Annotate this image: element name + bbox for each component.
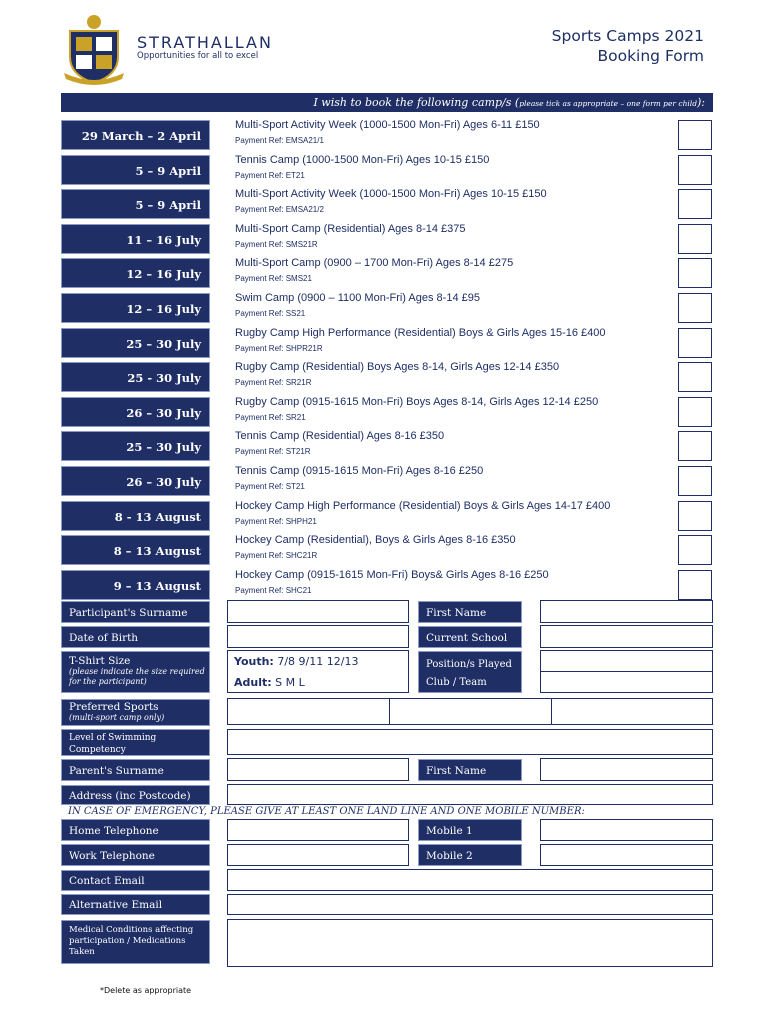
camp-tick-box[interactable] bbox=[678, 362, 712, 392]
camp-payment-ref: Payment Ref: SHPH21 bbox=[235, 517, 317, 526]
camp-date: 25 – 30 July bbox=[61, 328, 210, 358]
alt-email-field[interactable] bbox=[227, 894, 713, 915]
first-name-label: First Name bbox=[418, 601, 522, 623]
camp-description: Hockey Camp (0915-1615 Mon-Fri) Boys& Girls Ages 8-16 £250 bbox=[235, 569, 549, 581]
mobile2-field[interactable] bbox=[540, 844, 713, 866]
camp-date: 26 – 30 July bbox=[61, 466, 210, 496]
camp-description: Rugby Camp (Residential) Boys Ages 8-14, Girls Ages 12-14 £350 bbox=[235, 361, 560, 373]
first-name-field[interactable] bbox=[540, 600, 713, 623]
camp-description: Swim Camp (0900 – 1100 Mon-Fri) Ages 8-14 £95 bbox=[235, 292, 480, 304]
camp-description: Rugby Camp (0915-1615 Mon-Fri) Boys Ages 8-14, Girls Ages 12-14 £250 bbox=[235, 396, 599, 408]
emergency-note: IN CASE OF EMERGENCY, PLEASE GIVE AT LEAST ONE LAND LINE AND ONE MOBILE NUMBER: bbox=[68, 806, 585, 817]
club-label: Club / Team bbox=[426, 677, 487, 688]
adult-sizes[interactable] bbox=[234, 676, 305, 689]
camp-payment-ref: Payment Ref: SS21 bbox=[235, 309, 306, 318]
camp-description: Multi-Sport Camp (Residential) Ages 8-14 £375 bbox=[235, 223, 466, 235]
surname-label: Participant's Surname bbox=[61, 601, 210, 623]
camp-tick-box[interactable] bbox=[678, 293, 712, 323]
camp-date: 11 – 16 July bbox=[61, 224, 210, 254]
adult-size-options: S M L bbox=[275, 676, 305, 689]
position-club-label bbox=[418, 651, 522, 693]
camp-description: Tennis Camp (Residential) Ages 8-16 £350 bbox=[235, 430, 445, 442]
camp-tick-box[interactable] bbox=[678, 155, 712, 185]
alt-email-label: Alternative Email bbox=[61, 894, 210, 915]
camp-tick-box[interactable] bbox=[678, 120, 712, 150]
camp-description: Tennis Camp (0915-1615 Mon-Fri) Ages 8-16 £250 bbox=[235, 465, 484, 477]
camp-payment-ref: Payment Ref: ET21 bbox=[235, 171, 305, 180]
youth-size-options: 7/8 9/11 12/13 bbox=[277, 655, 359, 668]
camp-payment-ref: Payment Ref: SHPR21R bbox=[235, 344, 323, 353]
camp-payment-ref: Payment Ref: ST21R bbox=[235, 447, 311, 456]
club-field[interactable] bbox=[540, 671, 713, 693]
preferred-sport-2[interactable] bbox=[389, 698, 552, 725]
swimming-label: Level of Swimming Competency bbox=[61, 729, 210, 756]
current-school-label: Current School bbox=[418, 626, 522, 648]
camp-date: 25 - 30 July bbox=[61, 362, 210, 392]
surname-field[interactable] bbox=[227, 600, 409, 623]
home-telephone-field[interactable] bbox=[227, 819, 409, 841]
banner-end: ): bbox=[697, 96, 705, 109]
camp-description: Hockey Camp High Performance (Residential) Boys & Girls Ages 14-17 £400 bbox=[235, 500, 611, 512]
banner-note: please tick as appropriate – one form per child bbox=[519, 99, 697, 108]
mobile2-label: Mobile 2 bbox=[418, 844, 522, 866]
camp-tick-box[interactable] bbox=[678, 189, 712, 219]
camp-payment-ref: Payment Ref: SR21R bbox=[235, 378, 312, 387]
camp-tick-box[interactable] bbox=[678, 224, 712, 254]
preferred-sports-label bbox=[61, 699, 210, 726]
camp-payment-ref: Payment Ref: ST21 bbox=[235, 482, 305, 491]
camp-description: Multi-Sport Activity Week (1000-1500 Mon-Fri) Ages 6-11 £150 bbox=[235, 119, 540, 131]
camp-description: Tennis Camp (1000-1500 Mon-Fri) Ages 10-15 £150 bbox=[235, 154, 490, 166]
contact-email-field[interactable] bbox=[227, 869, 713, 891]
camp-tick-box[interactable] bbox=[678, 570, 712, 600]
camp-date: 5 – 9 April bbox=[61, 155, 210, 185]
camp-description: Multi-Sport Activity Week (1000-1500 Mon-Fri) Ages 10-15 £150 bbox=[235, 188, 547, 200]
form-subtitle: Booking Form bbox=[597, 47, 704, 65]
camp-date: 12 – 16 July bbox=[61, 258, 210, 288]
camp-tick-box[interactable] bbox=[678, 328, 712, 358]
camp-date: 29 March – 2 April bbox=[61, 120, 210, 150]
adult-label: Adult: bbox=[234, 676, 272, 689]
position-field[interactable] bbox=[540, 650, 713, 672]
brand-tagline: Opportunities for all to excel bbox=[137, 51, 259, 61]
parent-surname-label: Parent's Surname bbox=[61, 759, 210, 781]
camp-date: 8 – 13 August bbox=[61, 535, 210, 565]
camp-tick-box[interactable] bbox=[678, 431, 712, 461]
school-crest-logo bbox=[62, 13, 126, 85]
camp-description: Hockey Camp (Residential), Boys & Girls Ages 8-16 £350 bbox=[235, 534, 516, 546]
camp-payment-ref: Payment Ref: EMSA21/1 bbox=[235, 136, 324, 145]
camp-description: Multi-Sport Camp (0900 – 1700 Mon-Fri) Ages 8-14 £275 bbox=[235, 257, 514, 269]
parent-surname-field[interactable] bbox=[227, 758, 409, 781]
address-label-text: Address (inc Postcode) bbox=[69, 790, 191, 802]
camp-payment-ref: Payment Ref: SMS21R bbox=[235, 240, 318, 249]
home-telephone-label: Home Telephone bbox=[61, 819, 210, 841]
parent-first-name-field[interactable] bbox=[540, 758, 713, 781]
address-field[interactable] bbox=[227, 784, 713, 805]
camp-date: 5 – 9 April bbox=[61, 189, 210, 219]
mobile1-label: Mobile 1 bbox=[418, 819, 522, 841]
camp-date: 12 – 16 July bbox=[61, 293, 210, 323]
tshirt-sub-label: (please indicate the size required for the participant) bbox=[69, 667, 205, 686]
banner-main-text: I wish to book the following camp/s ( bbox=[313, 96, 520, 109]
camp-payment-ref: Payment Ref: SR21 bbox=[235, 413, 306, 422]
preferred-sport-3[interactable] bbox=[551, 698, 713, 725]
contact-email-label: Contact Email bbox=[61, 870, 210, 891]
camp-tick-box[interactable] bbox=[678, 397, 712, 427]
camp-date: 25 – 30 July bbox=[61, 431, 210, 461]
dob-field[interactable] bbox=[227, 625, 409, 648]
camp-tick-box[interactable] bbox=[678, 258, 712, 288]
camp-date: 26 – 30 July bbox=[61, 397, 210, 427]
camp-description: Rugby Camp High Performance (Residential) Boys & Girls Ages 15-16 £400 bbox=[235, 327, 606, 339]
preferred-sports-text: Preferred Sports bbox=[69, 701, 159, 713]
tshirt-label bbox=[61, 651, 210, 693]
parent-first-name-label: First Name bbox=[418, 759, 522, 781]
mobile1-field[interactable] bbox=[540, 819, 713, 841]
camp-payment-ref: Payment Ref: SHC21 bbox=[235, 586, 312, 595]
youth-sizes[interactable] bbox=[234, 655, 358, 668]
preferred-sport-1[interactable] bbox=[227, 698, 390, 725]
footnote: *Delete as appropriate bbox=[100, 986, 192, 995]
work-telephone-field[interactable] bbox=[227, 844, 409, 866]
camp-date: 8 - 13 August bbox=[61, 501, 210, 531]
brand-name: STRATHALLAN bbox=[137, 33, 273, 52]
dob-label: Date of Birth bbox=[61, 626, 210, 648]
camp-tick-box[interactable] bbox=[678, 501, 712, 531]
youth-label: Youth: bbox=[234, 655, 274, 668]
camp-tick-box[interactable] bbox=[678, 535, 712, 565]
current-school-field[interactable] bbox=[540, 625, 713, 648]
camp-payment-ref: Payment Ref: SHC21R bbox=[235, 551, 318, 560]
camp-payment-ref: Payment Ref: SMS21 bbox=[235, 274, 312, 283]
camp-date: 9 – 13 August bbox=[61, 570, 210, 600]
medical-field[interactable] bbox=[227, 919, 713, 967]
preferred-sports-sub: (multi-sport camp only) bbox=[69, 713, 165, 722]
medical-label: Medical Conditions affecting participation / Medications Taken bbox=[61, 920, 210, 964]
camp-payment-ref: Payment Ref: EMSA21/2 bbox=[235, 205, 324, 214]
booking-instruction-banner bbox=[61, 93, 713, 112]
camp-tick-box[interactable] bbox=[678, 466, 712, 496]
position-label: Position/s Played bbox=[426, 659, 512, 670]
tshirt-label-text: T-Shirt Size bbox=[69, 655, 131, 667]
work-telephone-label: Work Telephone bbox=[61, 844, 210, 866]
swimming-field[interactable] bbox=[227, 729, 713, 755]
address-label bbox=[61, 785, 210, 805]
form-title: Sports Camps 2021 bbox=[551, 27, 704, 45]
